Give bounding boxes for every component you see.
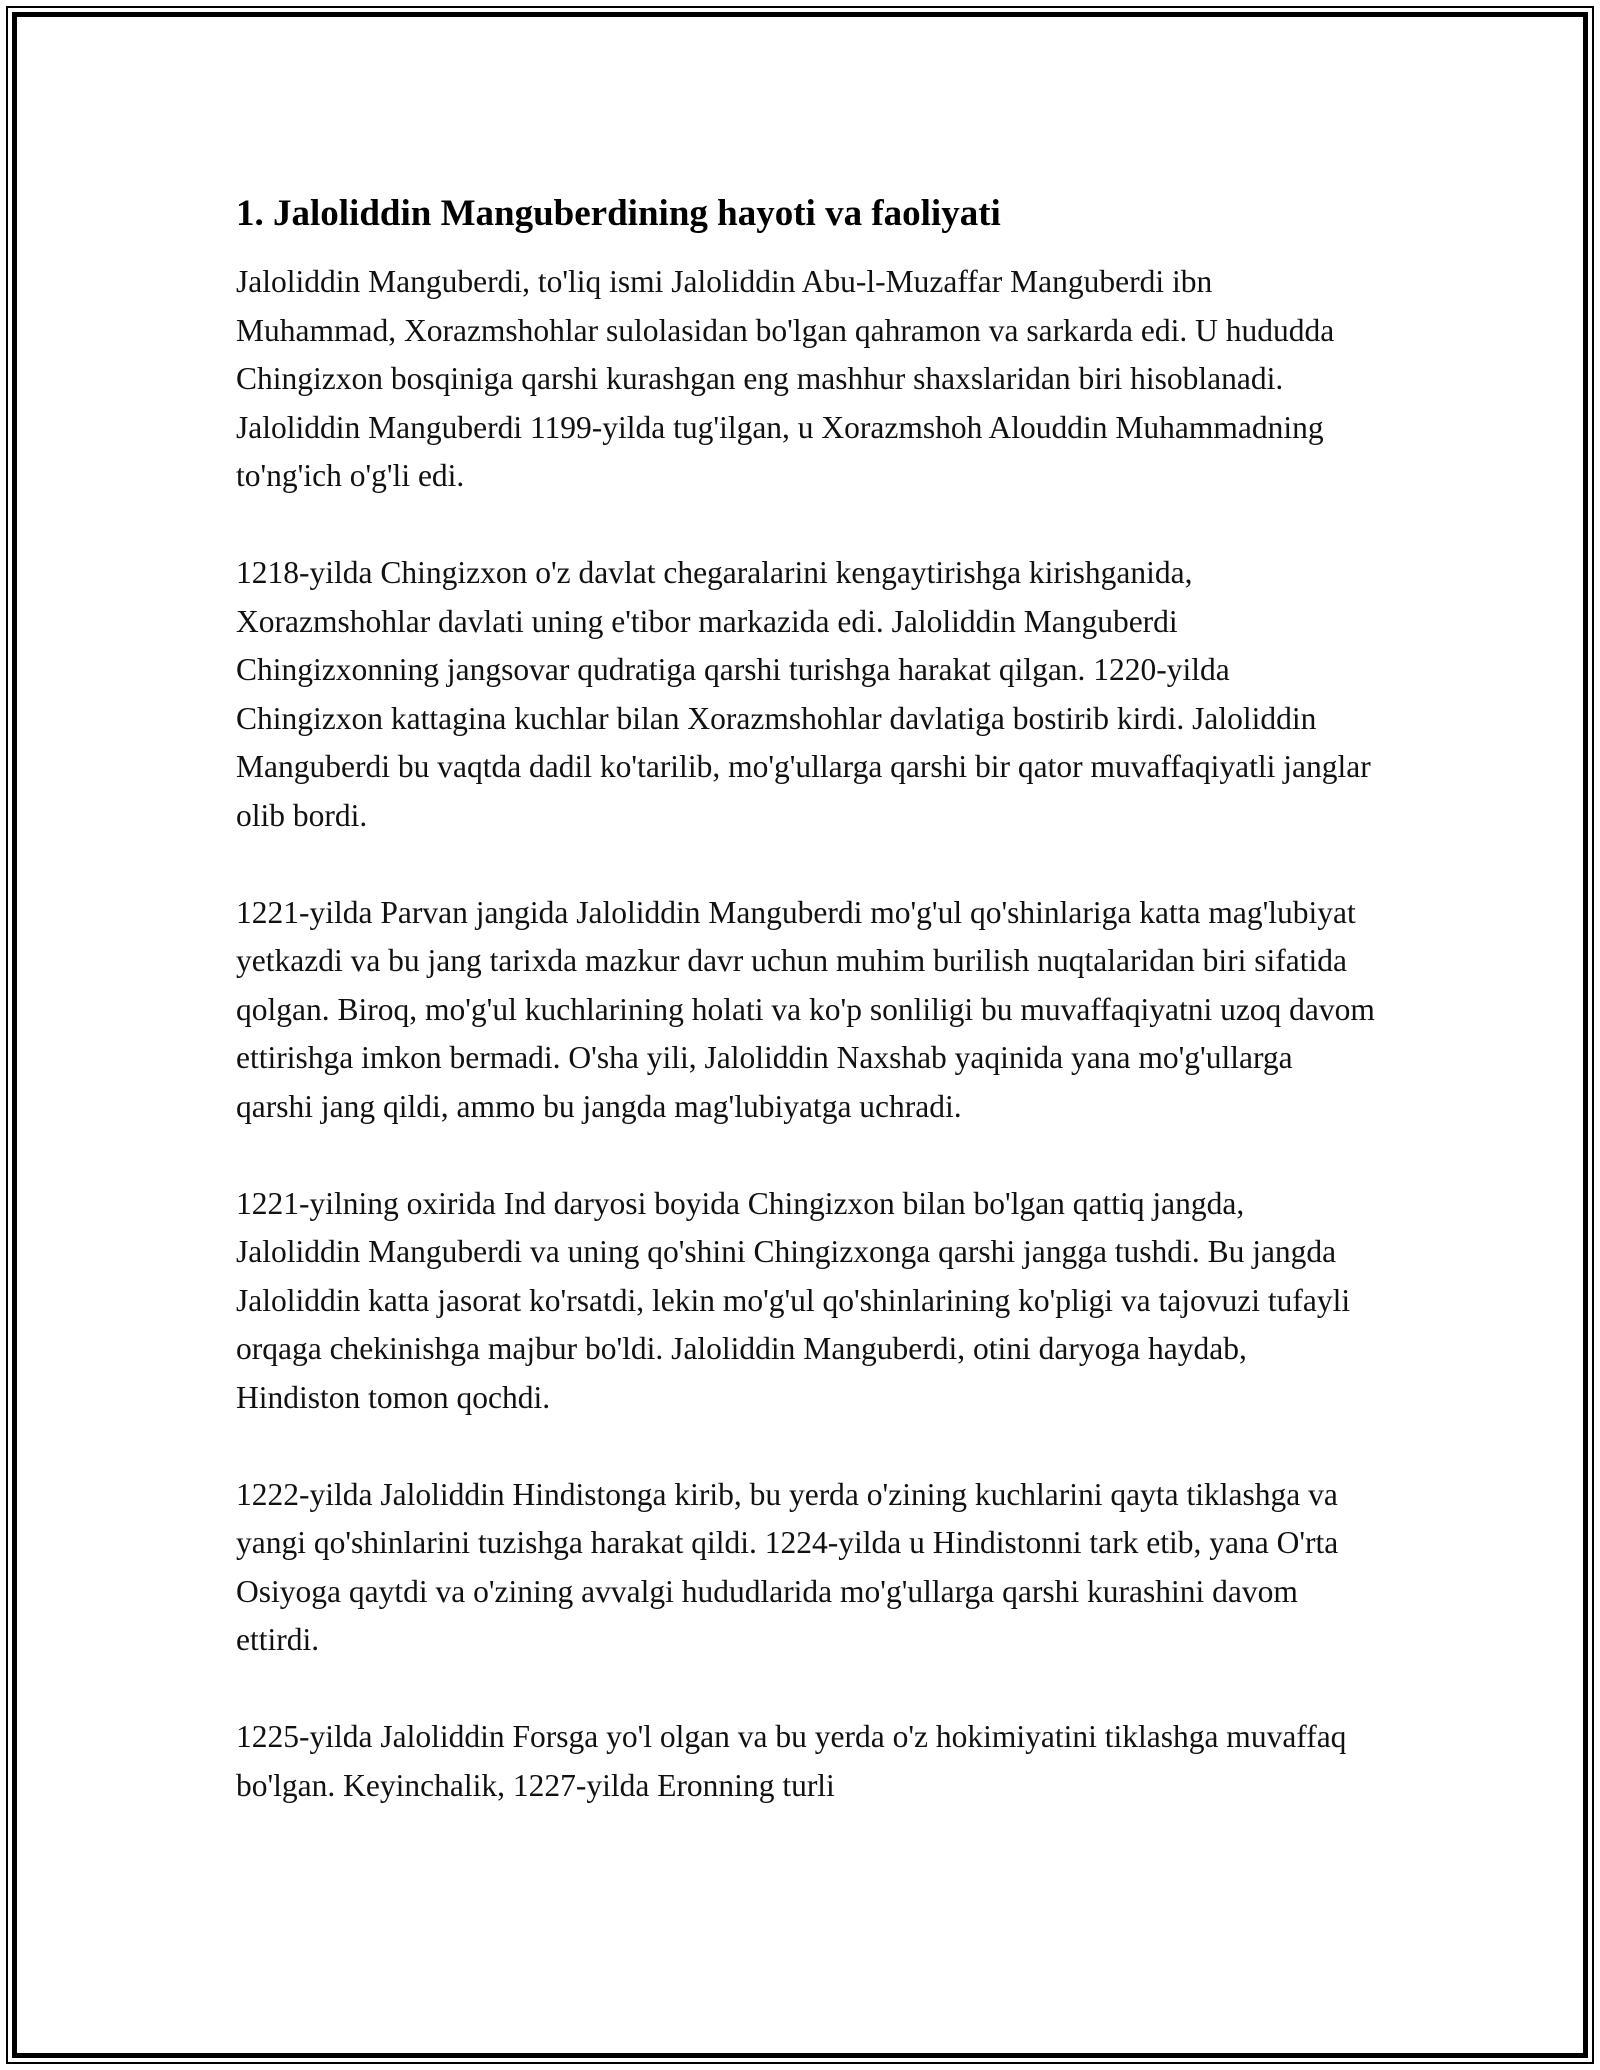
paragraph-1218-invasion: 1218-yilda Chingizxon o'z davlat chegaralarini kengaytirishga kirishganida, Xorazmshohlar davlati uning e'tibor markazida edi. Jaloliddin Manguberdi Chingizxonning jangsovar qudratiga qarshi turishga harakat qilgan. 1220-yilda Chingizxon kattagina kuchlar bilan Xorazmshohlar davlatiga bostirib kirdi. Jaloliddin Manguberdi bu vaqtda dadil ko'tarilib, mo'g'ullarga qarshi bir qator muvaffaqiyatli janglar olib bordi.: [236, 555, 1371, 833]
paragraph-1222-india: 1222-yilda Jaloliddin Hindistonga kirib, bu yerda o'zining kuchlarini qayta tiklashga va yangi qo'shinlarini tuzishga harakat qildi. 1224-yilda u Hindistonni tark etib, yana O'rta Osiyoga qaytdi va o'zining avvalgi hududlarida mo'g'ullarga qarshi kurashini davom ettirdi.: [236, 1476, 1339, 1657]
paragraph-1225-persia: 1225-yilda Jaloliddin Forsga yo'l olgan va bu yerda o'z hokimiyatini tiklashga muvaffaq bo'lgan. Keyinchalik, 1227-yilda Eronning turli: [236, 1719, 1347, 1803]
document-body: [236, 188, 1376, 1810]
paragraph-1221-parvan: 1221-yilda Parvan jangida Jaloliddin Manguberdi mo'g'ul qo'shinlariga katta mag'lubiyat yetkazdi va bu jang tarixda mazkur davr uchun muhim burilish nuqtalaridan biri sifatida qolgan. Biroq, mo'g'ul kuchlarining holati va ko'p sonliligi bu muvaffaqiyatni uzoq davom ettirishga imkon bermadi. O'sha yili, Jaloliddin Naxshab yaqinida yana mo'g'ullarga qarshi jang qildi, ammo bu jangda mag'lubiyatga uchradi.: [236, 894, 1375, 1124]
paragraph-1221-indus: 1221-yilning oxirida Ind daryosi boyida Chingizxon bilan bo'lgan qattiq jangda, Jaloliddin Manguberdi va uning qo'shini Chingizxonga qarshi jangga tushdi. Bu jangda Jaloliddin katta jasorat ko'rsatdi, lekin mo'g'ul qo'shinlarining ko'pligi va tajovuzi tufayli orqaga chekinishga majbur bo'ldi. Jaloliddin Manguberdi, otini daryoga haydab, Hindiston tomon qochdi.: [236, 1185, 1351, 1415]
paragraph-biography-intro: Jaloliddin Manguberdi, to'liq ismi Jaloliddin Abu-l-Muzaffar Manguberdi ibn Muhammad, Xorazmshohlar sulolasidan bo'lgan qahramon va sarkarda edi. U hududda Chingizxon bosqiniga qarshi kurashgan eng mashhur shaxslaridan biri hisoblanadi. Jaloliddin Manguberdi 1199-yilda tug'ilgan, u Xorazmshoh Alouddin Muhammadning to'ng'ich o'g'li edi.: [236, 264, 1335, 493]
section-heading: 1. Jaloliddin Manguberdining hayoti va faoliyati: [236, 193, 1001, 234]
